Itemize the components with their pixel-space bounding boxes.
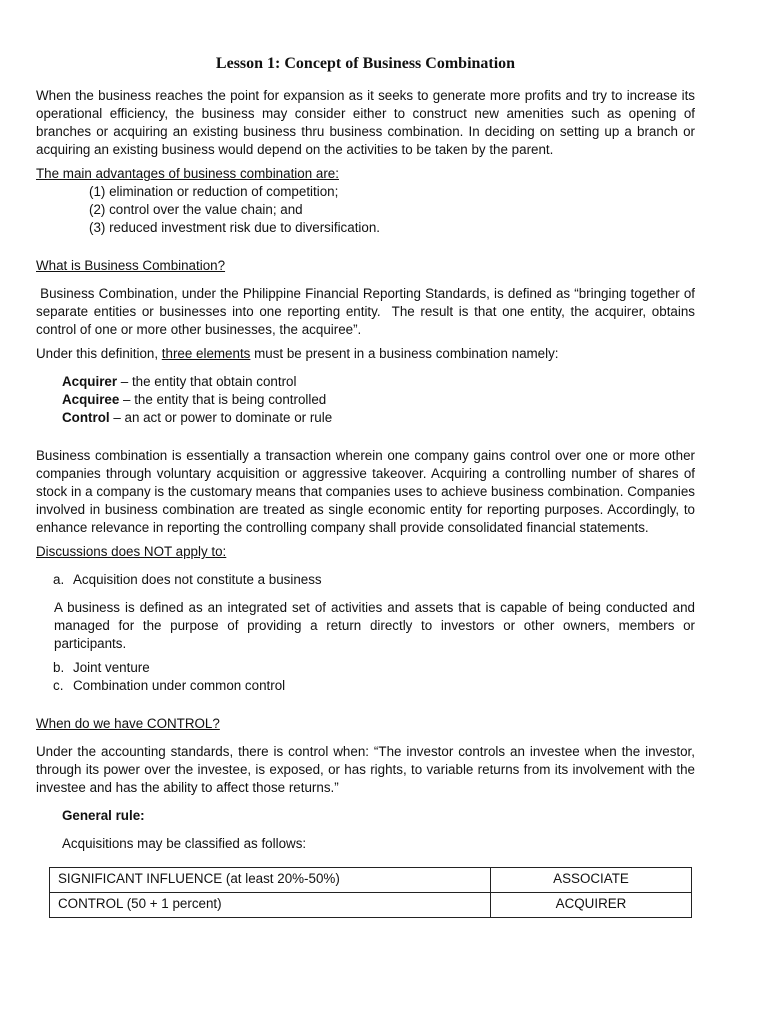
table-cell: ASSOCIATE [491, 868, 692, 893]
table-row [50, 868, 692, 893]
intro-paragraph: When the business reaches the point for expansion as it seeks to generate more profits and try to increase its operational efficiency, the business may consider either to construct new amenities such as opening of branches or acquiring an existing business thru business combination. In deciding on setting up a branch or acquiring an existing business would depend on the activities to be taken by the parent. [36, 88, 695, 157]
classification-table [49, 867, 692, 918]
control-paragraph: Under the accounting standards, there is control when: “The investor controls an investee when the investor, through its power over the investee, is exposed, or has rights, to variable returns from its involvement with the investee and has the ability to affect those returns.” [36, 744, 695, 795]
list-item: b. Joint venture [53, 660, 150, 675]
list-item: (3) reduced investment risk due to diversification. [89, 220, 381, 235]
table-cell: SIGNIFICANT INFLUENCE (at least 20%-50%) [50, 868, 491, 893]
list-item: a. Acquisition does not constitute a business [53, 572, 322, 587]
advantages-list [89, 183, 695, 237]
list-item: Acquiree – the entity that is being controlled [62, 392, 327, 407]
business-definition-paragraph: A business is defined as an integrated set of activities and assets that is capable of being conducted and managed for the purpose of providing a return directly to investors or other owners, members or participants. [54, 600, 695, 651]
list-item: c. Combination under common control [53, 678, 286, 693]
list-item: (1) elimination or reduction of competition; [89, 184, 339, 199]
list-item: (2) control over the value chain; and [89, 202, 303, 217]
general-rule-heading: General rule: [62, 808, 145, 823]
table-cell: CONTROL (50 + 1 percent) [50, 893, 491, 918]
essence-paragraph: Business combination is essentially a transaction wherein one company gains control over one or more other companies through voluntary acquisition or aggressive takeover. Acquiring a controlling number of shares of stock in a company is the customary means that companies uses to achieve business combination. Companies involved in business combination are treated as single economic entity for reporting purposes. Accordingly, to enhance relevance in reporting the controlling company shall provide consolidated financial statements. [36, 448, 695, 535]
page-title: Lesson 1: Concept of Business Combination [215, 55, 516, 72]
not-apply-list [53, 571, 695, 589]
not-apply-heading: Discussions does NOT apply to: [36, 544, 227, 559]
control-heading: When do we have CONTROL? [36, 716, 220, 731]
list-item: Control – an act or power to dominate or rule [62, 410, 333, 425]
table-row [50, 893, 692, 918]
elements-lead: Under this definition, three elements must be present in a business combination namely: [36, 346, 559, 361]
what-is-heading: What is Business Combination? [36, 258, 226, 273]
list-item: Acquirer – the entity that obtain control [62, 374, 297, 389]
advantages-heading: The main advantages of business combination are: [36, 166, 339, 181]
general-rule-paragraph: Acquisitions may be classified as follows: [62, 836, 307, 851]
table-cell: ACQUIRER [491, 893, 692, 918]
definition-paragraph: Business Combination, under the Philippine Financial Reporting Standards, is defined as “bringing together of separate entities or businesses into one reporting entity. The result is that one entity, the acquirer, obtains control of one or more other businesses, the acquiree”. [36, 286, 699, 337]
elements-list [62, 373, 695, 427]
